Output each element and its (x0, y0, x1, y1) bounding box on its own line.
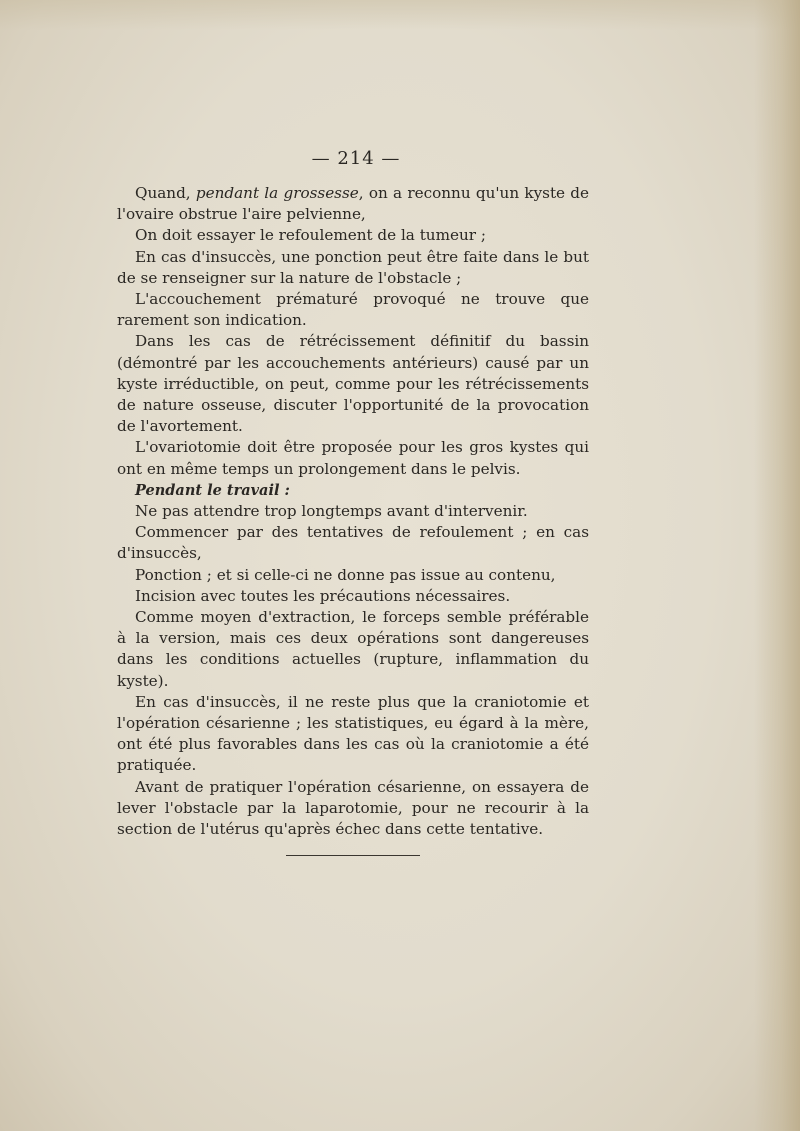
paragraph-1: Quand, pendant la grossesse, on a reconnu qu'un kyste de l'ovaire obstrue l'aire pelvienne, (117, 184, 590, 224)
paragraph-13: Avant de pratiquer l'opération césarienne, on essayera de lever l'obstacle par la laparotomie, pour ne recourir à la section de l'utérus qu'après échec dans cette tentative. (117, 777, 589, 839)
paper-edge-top (0, 0, 800, 30)
section-heading: Pendant le travail : (135, 481, 290, 499)
paragraph-10: Incision avec toutes les précautions nécessaires. (135, 586, 511, 605)
paragraph-3: En cas d'insuccès, une ponction peut être faite dans le but de se renseigner sur la nature de l'obstacle ; (117, 247, 589, 287)
paragraph-9: Ponction ; et si celle-ci ne donne pas issue au contenu, (135, 565, 556, 584)
paragraph-5: Dans les cas de rétrécissement définitif du bassin (démontré par les accouchements antérieurs) causé par un kyste irréductible, on peut, comme pour les rétrécissements de nature osseuse, discuter l'opportunité de la provocation de l'avortement. (117, 332, 589, 436)
paragraph-7: Ne pas attendre trop longtemps avant d'intervenir. (135, 502, 528, 521)
paper-edge-right (754, 0, 800, 1131)
paragraph-11: Comme moyen d'extraction, le forceps semble préférable à la version, mais ces deux opérations sont dangereuses dans les conditions actuelles (rupture, inflammation du kyste). (117, 608, 589, 690)
body-text (117, 183, 589, 840)
emphasis: pendant la grossesse (195, 184, 359, 202)
page-number: — 214 — (311, 148, 401, 169)
paragraph-8: Commencer par des tentatives de refoulement ; en cas d'insuccès, (117, 523, 589, 563)
paragraph-6: L'ovariotomie doit être proposée pour les gros kystes qui ont en même temps un prolongement dans le pelvis. (117, 438, 589, 478)
paragraph-4: L'accouchement prématuré provoqué ne trouve que rarement son indication. (117, 290, 589, 330)
paragraph-2: On doit essayer le refoulement de la tumeur ; (135, 226, 486, 245)
end-rule (286, 855, 420, 856)
paragraph-12: En cas d'insuccès, il ne reste plus que la craniotomie et l'opération césarienne ; les statistiques, eu égard à la mère, ont été plus favorables dans les cas où la craniotomie a été pratiquée. (117, 692, 589, 775)
